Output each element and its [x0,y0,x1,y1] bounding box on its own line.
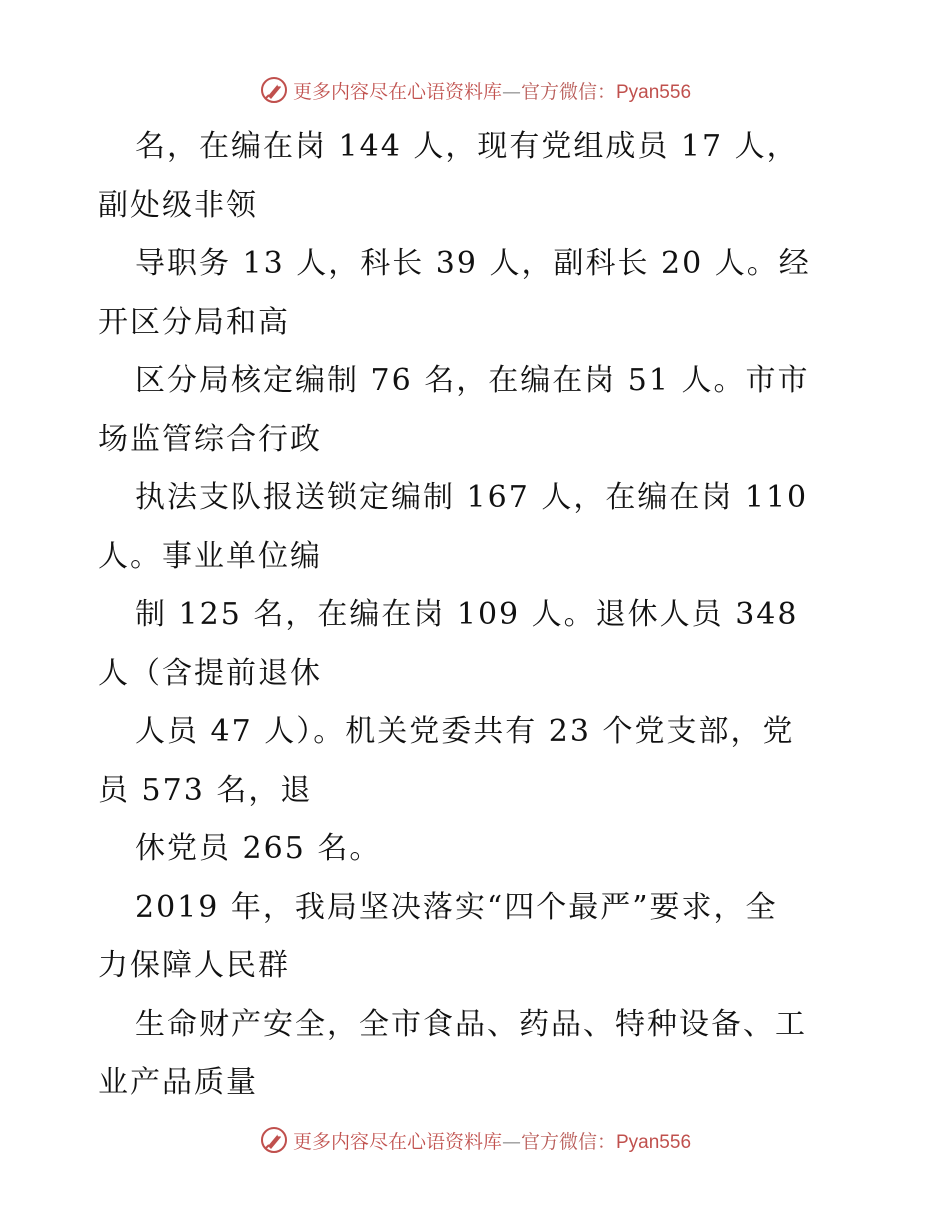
banner-wechat-id: Pyan556 [616,1131,692,1153]
document-body [98,118,858,1113]
body-line: 导职务 13 人，科长 39 人，副科长 20 人。经 [135,246,811,281]
body-line: 副处级非领 [98,187,258,223]
body-line: 名，在编在岗 144 人，现有党组成员 17 人， [135,129,799,164]
banner-wechat-id: Pyan556 [616,81,692,103]
pen-nib-logo-icon [259,1125,289,1155]
body-line: 力保障人民群 [98,948,290,983]
body-line: 制 125 名，在编在岗 109 人。退休人员 348 [135,597,799,632]
footer-banner-text [293,1127,691,1154]
body-line: 员 573 名，退 [98,772,313,808]
body-line: 执法支队报送锁定编制 167 人，在编在岗 110 [135,480,809,515]
body-line: 人（含提前退休 [98,655,322,691]
banner-wechat-label: 官方微信： [520,1130,616,1153]
banner-dash: — [501,80,521,103]
body-line: 区分局核定编制 76 名，在编在岗 51 人。市市 [135,363,810,398]
pen-nib-logo-icon [259,75,289,105]
body-line: 人员 47 人）。机关党委共有 23 个党支部，党 [135,714,795,749]
banner-dash: — [501,1130,521,1153]
banner-site-name: 更多内容尽在心语资料库 [292,1130,502,1153]
body-line: 开区分局和高 [98,304,290,340]
body-line: 人。事业单位编 [98,538,322,574]
body-line: 场监管综合行政 [98,421,322,457]
banner-site-name: 更多内容尽在心语资料库 [292,80,502,103]
body-line: 2019 年，我局坚决落实“四个最严”要求，全 [135,889,778,925]
footer-banner [0,1120,950,1160]
banner-wechat-label: 官方微信： [520,80,616,103]
body-line: 业产品质量 [98,1065,258,1100]
header-banner [0,70,950,110]
header-banner-text [293,77,691,104]
body-line: 休党员 265 名。 [135,831,382,866]
body-line: 生命财产安全，全市食品、药品、特种设备、工 [135,1006,807,1042]
